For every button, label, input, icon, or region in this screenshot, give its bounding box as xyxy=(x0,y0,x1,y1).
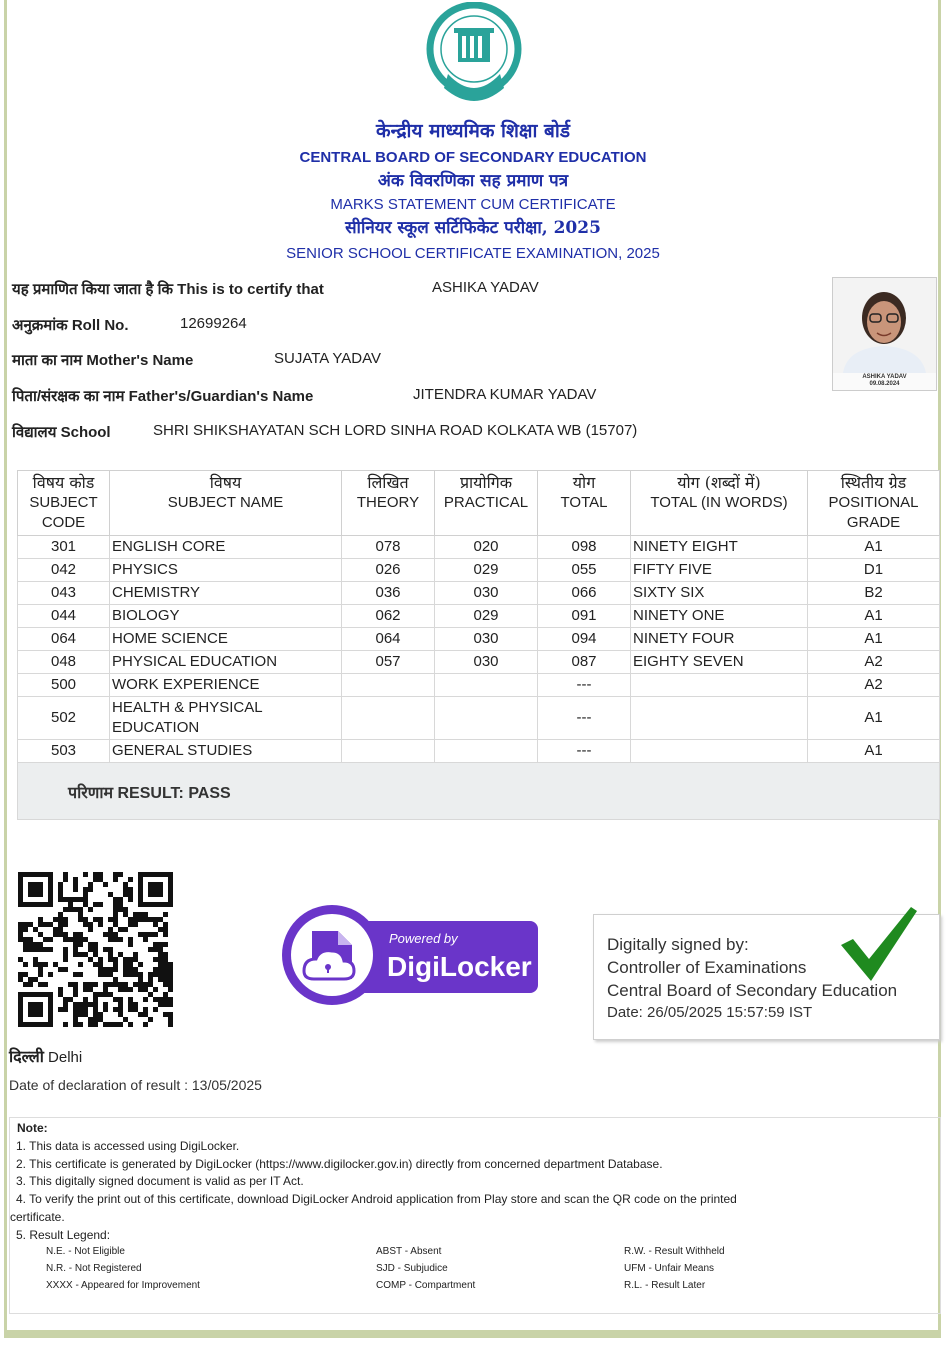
table-cell: 301 xyxy=(18,536,110,559)
place-english: Delhi xyxy=(48,1049,83,1066)
legend-item: R.W. - Result Withheld xyxy=(624,1246,725,1257)
table-cell: NINETY FOUR xyxy=(631,628,808,651)
father-label: पिता/संरक्षक का नाम Father's/Guardian's Name xyxy=(12,388,314,405)
doc-title-english: MARKS STATEMENT CUM CERTIFICATE xyxy=(330,196,616,213)
legend-item: N.E. - Not Eligible xyxy=(46,1246,125,1257)
col-header: विषय SUBJECT NAME xyxy=(110,471,342,536)
table-cell: 500 xyxy=(18,674,110,697)
digilocker-text: DigiLocker xyxy=(387,951,532,982)
note-1: 1. This data is accessed using DigiLocker. xyxy=(16,1139,240,1153)
col-header: लिखित THEORY xyxy=(342,471,435,536)
table-cell: 036 xyxy=(342,582,435,605)
table-cell: 066 xyxy=(538,582,631,605)
school-row xyxy=(12,422,638,442)
table-cell: B2 xyxy=(808,582,940,605)
place xyxy=(9,1045,82,1067)
table-cell: 078 xyxy=(342,536,435,559)
table-cell: --- xyxy=(538,740,631,763)
table-cell: NINETY EIGHT xyxy=(631,536,808,559)
table-cell xyxy=(342,674,435,697)
table-cell: 020 xyxy=(435,536,538,559)
table-row xyxy=(18,740,940,763)
board-name-hindi: केन्द्रीय माध्यमिक शिक्षा बोर्ड xyxy=(376,120,570,142)
checkmark-icon xyxy=(839,905,919,983)
table-cell: 503 xyxy=(18,740,110,763)
table-cell: GENERAL STUDIES xyxy=(110,740,342,763)
table-cell: 043 xyxy=(18,582,110,605)
table-cell: 502 xyxy=(18,697,110,740)
father-row xyxy=(12,386,597,406)
table-cell: 044 xyxy=(18,605,110,628)
roll-row xyxy=(12,315,247,335)
table-row xyxy=(18,628,940,651)
table-cell: 029 xyxy=(435,559,538,582)
table-cell: 048 xyxy=(18,651,110,674)
powered-by-text: Powered by xyxy=(389,931,458,946)
note-4-cont: certificate. xyxy=(10,1210,65,1224)
table-cell: HOME SCIENCE xyxy=(110,628,342,651)
table-cell: 057 xyxy=(342,651,435,674)
result-text: परिणाम RESULT: PASS xyxy=(68,785,231,802)
table-cell: CHEMISTRY xyxy=(110,582,342,605)
table-cell: 094 xyxy=(538,628,631,651)
board-name-english: CENTRAL BOARD OF SECONDARY EDUCATION xyxy=(299,149,647,166)
father-name: JITENDRA KUMAR YADAV xyxy=(413,386,597,403)
table-cell: --- xyxy=(538,697,631,740)
table-cell xyxy=(342,697,435,740)
photo-caption-date: 09.08.2024 xyxy=(869,381,900,387)
result-bar xyxy=(17,762,940,820)
exam-title-english: SENIOR SCHOOL CERTIFICATE EXAMINATION, 2025 xyxy=(286,245,660,262)
table-cell: 030 xyxy=(435,651,538,674)
table-cell xyxy=(631,697,808,740)
table-cell: 064 xyxy=(342,628,435,651)
marks-table xyxy=(17,470,940,763)
table-cell: NINETY ONE xyxy=(631,605,808,628)
table-cell: 055 xyxy=(538,559,631,582)
legend-item: R.L. - Result Later xyxy=(624,1280,706,1291)
table-cell: SIXTY SIX xyxy=(631,582,808,605)
table-cell: 087 xyxy=(538,651,631,674)
table-cell: 030 xyxy=(435,582,538,605)
doc-title-hindi: अंक विवरणिका सह प्रमाण पत्र xyxy=(377,171,569,191)
table-row xyxy=(18,559,940,582)
mother-name: SUJATA YADAV xyxy=(274,350,381,367)
table-cell xyxy=(631,674,808,697)
signature-line-3: Central Board of Secondary Education xyxy=(607,981,898,1000)
signature-line-1: Digitally signed by: xyxy=(607,935,749,954)
table-row xyxy=(18,674,940,697)
note-3: 3. This digitally signed document is valid as per IT Act. xyxy=(16,1174,304,1188)
place-hindi: दिल्ली xyxy=(9,1047,44,1066)
note-5: 5. Result Legend: xyxy=(16,1228,111,1242)
table-cell xyxy=(435,674,538,697)
mother-row xyxy=(12,350,381,370)
table-cell: EIGHTY SEVEN xyxy=(631,651,808,674)
note-4: 4. To verify the print out of this certificate, download DigiLocker Android application from Play store and scan the QR code on the printed xyxy=(16,1192,737,1206)
exam-title-hindi: सीनियर स्कूल सर्टिफिकेट परीक्षा, 2025 xyxy=(345,218,601,238)
table-row xyxy=(18,651,940,674)
notes-title: Note: xyxy=(17,1121,48,1135)
legend-item: UFM - Unfair Means xyxy=(624,1263,715,1274)
col-header: योग TOTAL xyxy=(538,471,631,536)
table-cell xyxy=(631,740,808,763)
digilocker-badge xyxy=(280,903,540,1008)
candidate-name: ASHIKA YADAV xyxy=(432,279,539,296)
table-cell: HEALTH & PHYSICAL EDUCATION xyxy=(110,697,342,740)
school-label: विद्यालय School xyxy=(12,424,111,441)
table-cell: 042 xyxy=(18,559,110,582)
school-name: SHRI SHIKSHAYATAN SCH LORD SINHA ROAD KOLKATA WB (15707) xyxy=(153,422,638,439)
table-cell: FIFTY FIVE xyxy=(631,559,808,582)
table-cell: D1 xyxy=(808,559,940,582)
col-header: स्थितीय ग्रेड POSITIONAL GRADE xyxy=(808,471,940,536)
table-cell: PHYSICS xyxy=(110,559,342,582)
legend-item: ABST - Absent xyxy=(376,1246,442,1257)
note-2: 2. This certificate is generated by DigiLocker (https://www.digilocker.gov.in) directly from concerned department Database. xyxy=(16,1157,663,1171)
table-cell: --- xyxy=(538,674,631,697)
verification-qr-code[interactable] xyxy=(18,872,173,1027)
table-cell: 062 xyxy=(342,605,435,628)
table-cell xyxy=(435,740,538,763)
certify-row xyxy=(12,279,539,299)
legend-item: SJD - Subjudice xyxy=(376,1263,448,1274)
certify-label: यह प्रमाणित किया जाता है कि This is to certify that xyxy=(12,281,324,298)
table-header-row xyxy=(18,471,940,536)
signature-line-2: Controller of Examinations xyxy=(607,958,807,977)
table-cell: WORK EXPERIENCE xyxy=(110,674,342,697)
table-row xyxy=(18,697,940,740)
photo-image xyxy=(833,278,936,373)
notes-box xyxy=(9,1117,941,1314)
col-header: योग (शब्दों में) TOTAL (IN WORDS) xyxy=(631,471,808,536)
col-header: प्रायोगिक PRACTICAL xyxy=(435,471,538,536)
table-cell: A2 xyxy=(808,674,940,697)
table-cell: 098 xyxy=(538,536,631,559)
table-row xyxy=(18,582,940,605)
table-cell: ENGLISH CORE xyxy=(110,536,342,559)
declaration-date: Date of declaration of result : 13/05/2025 xyxy=(9,1077,262,1093)
signature-date: Date: 26/05/2025 15:57:59 IST xyxy=(607,1004,813,1021)
table-cell: 029 xyxy=(435,605,538,628)
table-cell: 064 xyxy=(18,628,110,651)
legend-item: COMP - Compartment xyxy=(376,1280,476,1291)
candidate-photo xyxy=(832,277,937,391)
photo-caption-name: ASHIKA YADAV xyxy=(862,374,907,380)
table-cell: A1 xyxy=(808,536,940,559)
table-cell: A2 xyxy=(808,651,940,674)
table-row xyxy=(18,605,940,628)
table-cell: A1 xyxy=(808,740,940,763)
table-cell: 030 xyxy=(435,628,538,651)
table-cell xyxy=(435,697,538,740)
col-header: विषय कोड SUBJECT CODE xyxy=(18,471,110,536)
cbse-logo xyxy=(424,2,524,110)
roll-number: 12699264 xyxy=(180,315,247,332)
table-cell: 091 xyxy=(538,605,631,628)
table-cell: PHYSICAL EDUCATION xyxy=(110,651,342,674)
legend-item: XXXX - Appeared for Improvement xyxy=(46,1280,200,1291)
table-cell: A1 xyxy=(808,605,940,628)
roll-label: अनुक्रमांक Roll No. xyxy=(12,317,129,334)
table-cell: A1 xyxy=(808,697,940,740)
table-cell xyxy=(342,740,435,763)
legend-item: N.R. - Not Registered xyxy=(46,1263,142,1274)
table-cell: BIOLOGY xyxy=(110,605,342,628)
table-cell: A1 xyxy=(808,628,940,651)
mother-label: माता का नाम Mother's Name xyxy=(12,352,194,369)
table-row xyxy=(18,536,940,559)
digital-signature-box[interactable] xyxy=(593,914,940,1040)
table-cell: 026 xyxy=(342,559,435,582)
